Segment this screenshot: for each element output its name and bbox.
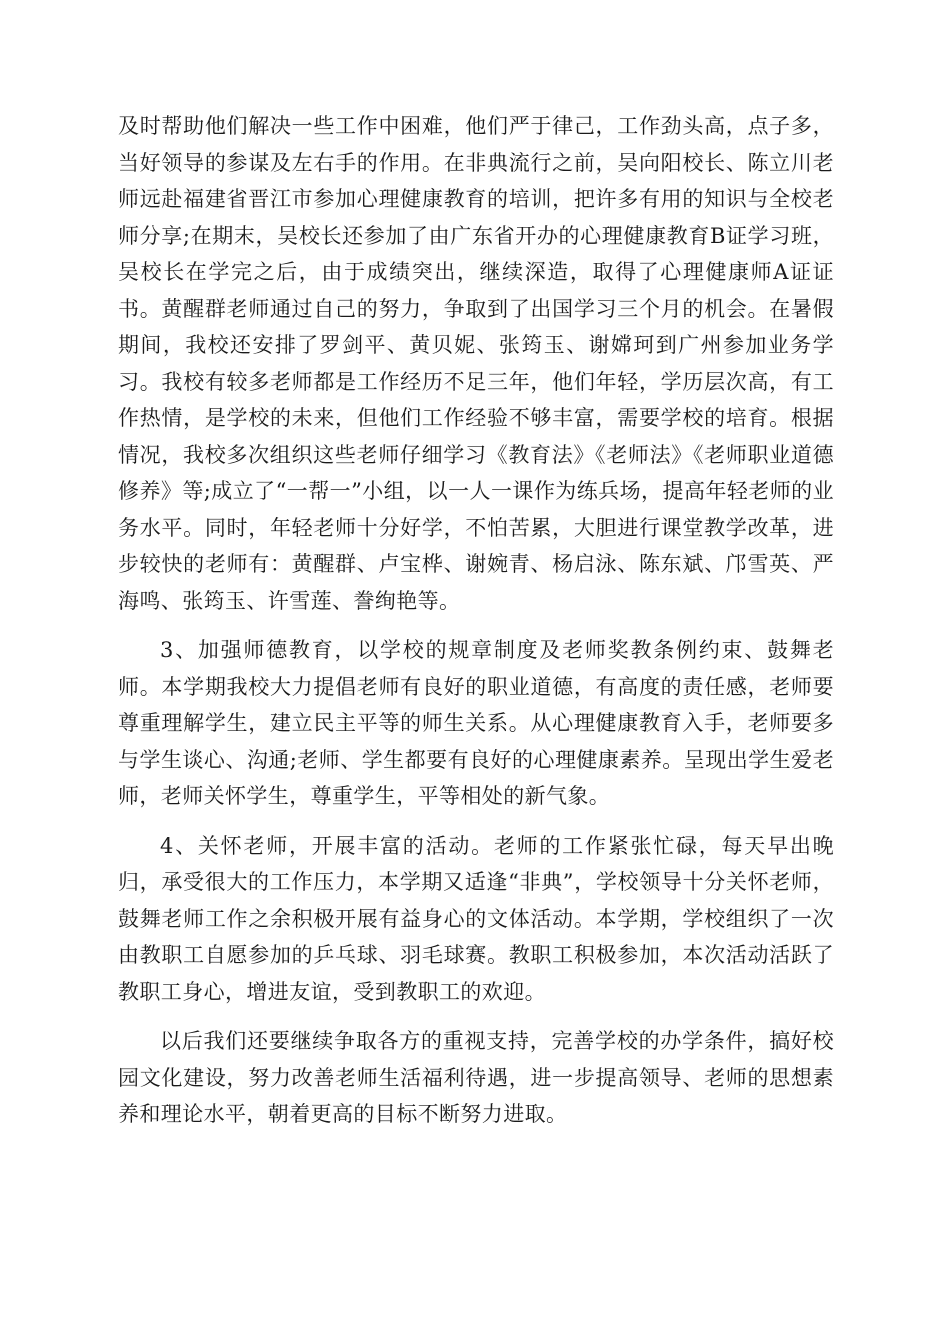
paragraph-continuation: 及时帮助他们解决一些工作中困难，他们严于律己，工作劲头高，点子多，当好领导的参谋及左右手的作用。在非典流行之前，吴向阳校长、陈立川老师远赴福建省晋江市参加心理健康教育的培训，把许多有用的知识与全校老师分享;在期末，吴校长还参加了由广东省开办的心理健康教育B证学习班，吴校长在学完之后，由于成绩突出，继续深造，取得了心理健康师A证证书。黄醒群老师通过自己的努力，争取到了出国学习三个月的机会。在暑假期间，我校还安排了罗剑平、黄贝妮、张筠玉、谢嫦珂到广州参加业务学习。我校有较多老师都是工作经历不足三年，他们年轻，学历层次高，有工作热情，是学校的未来，但他们工作经验不够丰富，需要学校的培育。根据情况，我校多次组织这些老师仔细学习《教育法》《老师法》《老师职业道德修养》等;成立了“一帮一”小组，以一人一课作为练兵场，提高年轻老师的业务水平。同时，年轻老师十分好学，不怕苦累，大胆进行课堂教学改革，进步较快的老师有：黄醒群、卢宝桦、谢婉青、杨启泳、陈东斌、邝雪英、严海鸣、张筠玉、许雪莲、誊绚艳等。 <box>118 114 834 613</box>
paragraph-future-plans: 以后我们还要继续争取各方的重视支持，完善学校的办学条件，搞好校园文化建设，努力改善老师生活福利待遇，进一步提高领导、老师的思想素养和理论水平，朝着更高的目标不断努力进取。 <box>118 1029 834 1126</box>
document-body <box>118 108 834 1146</box>
paragraph-teacher-care: 4、关怀老师，开展丰富的活动。老师的工作紧张忙碌，每天早出晚归，承受很大的工作压力，本学期又适逢“非典”，学校领导十分关怀老师，鼓舞老师工作之余积极开展有益身心的文体活动。本学期，学校组织了一次由教职工自愿参加的乒乓球、羽毛球赛。教职工积极参加，本次活动活跃了教职工身心，增进友谊，受到教职工的欢迎。 <box>118 833 834 1004</box>
paragraph-teacher-ethics: 3、加强师德教育，以学校的规章制度及老师奖教条例约束、鼓舞老师。本学期我校大力提倡老师有良好的职业道德，有高度的责任感，老师要尊重理解学生，建立民主平等的师生关系。从心理健康教育入手，老师要多与学生谈心、沟通;老师、学生都要有良好的心理健康素养。呈现出学生爱老师，老师关怀学生，尊重学生，平等相处的新气象。 <box>118 638 834 808</box>
